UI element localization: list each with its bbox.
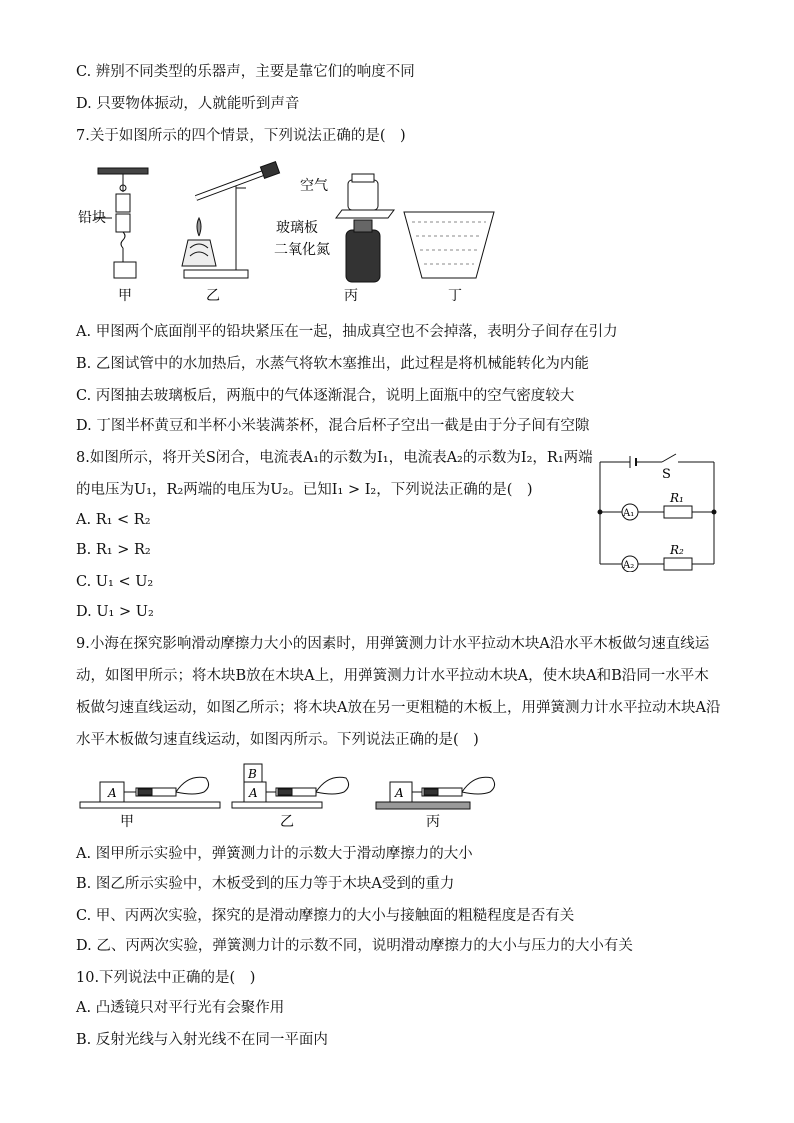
q8-option-a: A. R₁ < R₂ <box>76 512 151 528</box>
q9-friction-figure <box>76 760 516 830</box>
q6-option-d: D. 只要物体振动，人就能听到声音 <box>76 96 300 112</box>
q7-option-d: D. 丁图半杯黄豆和半杯小米装满茶杯，混合后杯子空出一截是由于分子间有空隙 <box>76 418 590 434</box>
q7-stem: 7.关于如图所示的四个情景，下列说法正确的是( ) <box>76 128 406 144</box>
caption-bing: 丙 <box>344 288 358 304</box>
q6-option-c: C. 辨别不同类型的乐器声，主要是靠它们的响度不同 <box>76 64 415 80</box>
r1-label: R₁ <box>670 491 684 505</box>
ammeter-a2-label: A₂ <box>623 560 635 571</box>
q8-stem-line2: 的电压为U₁，R₂两端的电压为U₂。已知I₁ > I₂，下列说法正确的是( ) <box>76 482 533 498</box>
q7-figure <box>76 158 506 308</box>
gas-bottles-drawing <box>336 174 394 282</box>
test-tube-drawing <box>182 162 280 278</box>
glass-plate-label: 玻璃板 <box>276 220 318 236</box>
caption-ding: 丁 <box>448 288 462 304</box>
block-a-jia: A <box>108 786 117 800</box>
q8-stem-line1: 8.如图所示，将开关S闭合，电流表A₁的示数为I₁，电流表A₂的示数为I₂，R₁两端 <box>76 450 593 466</box>
block-b-yi: B <box>248 767 257 781</box>
air-label: 空气 <box>300 178 328 194</box>
q9-option-c: C. 甲、丙两次实验，探究的是滑动摩擦力的大小与接触面的粗糙程度是否有关 <box>76 908 575 924</box>
q8-circuit-figure <box>592 448 722 572</box>
switch-label: S <box>662 467 671 482</box>
q9-option-d: D. 乙、丙两次实验，弹簧测力计的示数不同，说明滑动摩擦力的大小与压力的大小有关 <box>76 938 633 954</box>
lead-label: 铅块 <box>78 210 106 226</box>
q7-option-a: A. 甲图两个底面削平的铅块紧压在一起，抽成真空也不会掉落，表明分子间存在引力 <box>76 324 618 340</box>
caption-jia: 甲 <box>118 288 132 304</box>
no2-label: 二氧化氮 <box>274 242 330 258</box>
q10-option-b: B. 反射光线与入射光线不在同一平面内 <box>76 1032 328 1048</box>
q10-stem: 10.下列说法中正确的是( ) <box>76 970 256 986</box>
q9-stem-line3: 板做匀速直线运动，如图乙所示；将木块A放在另一更粗糙的木板上，用弹簧测力计水平拉动木块A沿 <box>76 700 721 716</box>
ammeter-a1-label: A₁ <box>623 508 635 519</box>
q8-option-b: B. R₁ > R₂ <box>76 542 151 558</box>
caption-bing-9: 丙 <box>426 814 440 830</box>
cup-of-beans-drawing <box>404 212 494 278</box>
q8-option-d: D. U₁ > U₂ <box>76 604 154 620</box>
q9-stem-line4: 水平木板做匀速直线运动，如图丙所示。下列说法正确的是( ) <box>76 732 479 748</box>
q9-option-b: B. 图乙所示实验中，木板受到的压力等于木块A受到的重力 <box>76 876 455 892</box>
block-a-bing: A <box>395 786 404 800</box>
q7-option-c: C. 丙图抽去玻璃板后，两瓶中的气体逐渐混合，说明上面瓶中的空气密度较大 <box>76 388 575 404</box>
q9-stem-line1: 9.小海在探究影响滑动摩擦力大小的因素时，用弹簧测力计水平拉动木块A沿水平木板做匀速直线运 <box>76 636 710 652</box>
caption-jia-9: 甲 <box>120 814 134 830</box>
q9-stem-line2: 动，如图甲所示；将木块B放在木块A上，用弹簧测力计水平拉动木块A，使木块A和B沿同一水平木 <box>76 668 709 684</box>
caption-yi-9: 乙 <box>280 814 294 830</box>
q9-option-a: A. 图甲所示实验中，弹簧测力计的示数大于滑动摩擦力的大小 <box>76 846 473 862</box>
q8-option-c: C. U₁ < U₂ <box>76 574 154 590</box>
block-a-yi: A <box>249 786 258 800</box>
caption-yi: 乙 <box>206 288 220 304</box>
q10-option-a: A. 凸透镜只对平行光有会聚作用 <box>76 1000 285 1016</box>
r2-label: R₂ <box>670 543 684 557</box>
q7-option-b: B. 乙图试管中的水加热后，水蒸气将软木塞推出，此过程是将机械能转化为内能 <box>76 356 589 372</box>
